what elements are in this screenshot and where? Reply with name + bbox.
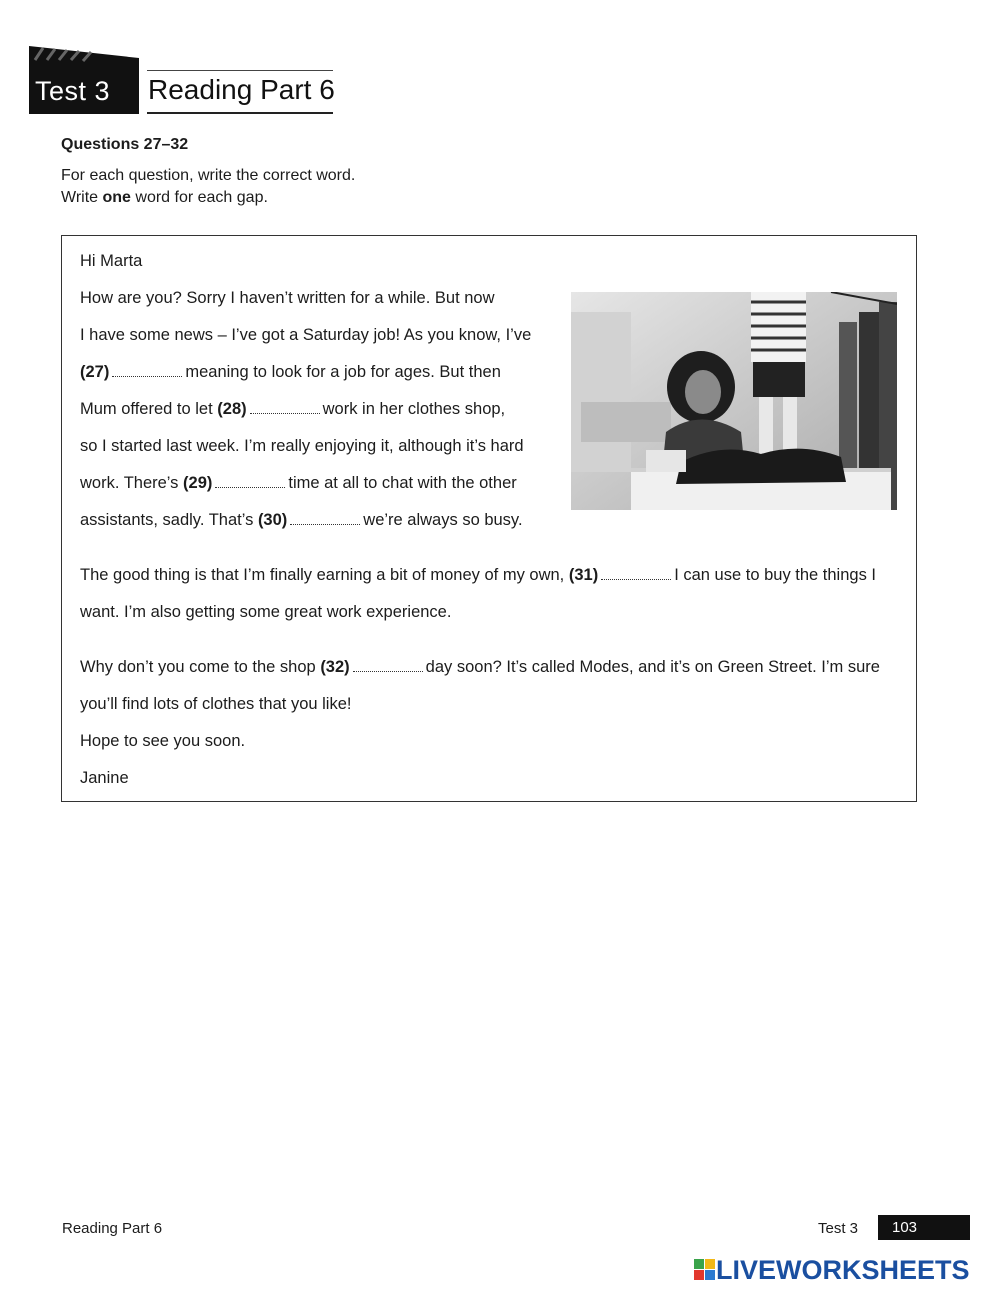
instruction-line-1: For each question, write the correct word. (61, 167, 356, 184)
liveworksheets-logo[interactable] (694, 1256, 970, 1284)
letter-line-4-pre: Mum offered to let (80, 400, 213, 418)
para2-post: I can use to buy the things I (674, 566, 876, 584)
gap-28-blank[interactable] (250, 401, 320, 414)
letter-closing: Hope to see you soon. (80, 732, 246, 750)
footer-test-label: Test 3 (818, 1220, 859, 1237)
letter-para3-line-1 (80, 658, 880, 677)
para2-pre: The good thing is that I’m finally earning a bit of money of my own, (80, 566, 565, 584)
instruction-bold: one (102, 189, 131, 206)
instruction-pre: Write (61, 189, 103, 206)
gap-30-blank[interactable] (290, 512, 360, 525)
gap-number-31: (31) (568, 566, 599, 584)
letter-line-4-post: work in her clothes shop, (322, 400, 506, 418)
letter-line-6 (80, 474, 517, 493)
gap-29-blank[interactable] (215, 475, 285, 488)
letter-greeting: Hi Marta (80, 252, 143, 270)
gap-31-blank[interactable] (601, 567, 671, 580)
footer-section: Reading Part 6 (62, 1220, 163, 1237)
letter-line-1: How are you? Sorry I haven’t written for a while. But now (80, 289, 495, 307)
test-badge (29, 46, 139, 114)
letter-line-2: I have some news – I’ve got a Saturday job! As you know, I’ve (80, 326, 532, 344)
gap-number-30: (30) (257, 511, 288, 529)
letter-signature: Janine (80, 769, 129, 787)
instruction-line-2 (61, 189, 268, 207)
page-title: Reading Part 6 (148, 74, 335, 105)
gap-number-29: (29) (183, 474, 213, 492)
instruction-post: word for each gap. (130, 189, 268, 206)
liveworksheets-logo-icon (694, 1259, 716, 1281)
letter-line-7 (80, 511, 523, 530)
title-underline (147, 112, 333, 114)
title-top-rule (147, 70, 333, 71)
letter-line-7-pre: assistants, sadly. That’s (80, 511, 254, 529)
questions-heading: Questions 27–32 (61, 136, 189, 153)
gap-number-32: (32) (320, 658, 350, 676)
letter-line-7-post: we’re always so busy. (363, 511, 523, 529)
letter-line-6-pre: work. There’s (80, 474, 179, 492)
letter-para2-line-1 (80, 566, 876, 585)
gap-number-28: (28) (217, 400, 247, 418)
letter-line-3 (80, 363, 501, 382)
letter-line-4 (80, 400, 505, 419)
letter-para2-line-2: want. I’m also getting some great work experience. (80, 603, 452, 621)
para3-post: day soon? It’s called Modes, and it’s on Green Street. I’m sure (425, 658, 880, 676)
letter-line-6-post: time at all to chat with the other (288, 474, 517, 492)
letter-line-3-text: meaning to look for a job for ages. But then (185, 363, 501, 381)
gap-number-27: (27) (80, 363, 110, 381)
shop-assistant-photo (571, 292, 897, 510)
letter-para3-line-2: you’ll find lots of clothes that you like! (80, 695, 352, 713)
page-number: 103 (878, 1215, 970, 1240)
gap-27-blank[interactable] (112, 364, 182, 377)
badge-label: Test 3 (35, 76, 111, 106)
gap-32-blank[interactable] (353, 659, 423, 672)
para3-pre: Why don’t you come to the shop (80, 658, 316, 676)
letter-line-5: so I started last week. I’m really enjoying it, although it’s hard (80, 437, 524, 455)
liveworksheets-wordmark: LIVEWORKSHEETS (716, 1254, 970, 1285)
